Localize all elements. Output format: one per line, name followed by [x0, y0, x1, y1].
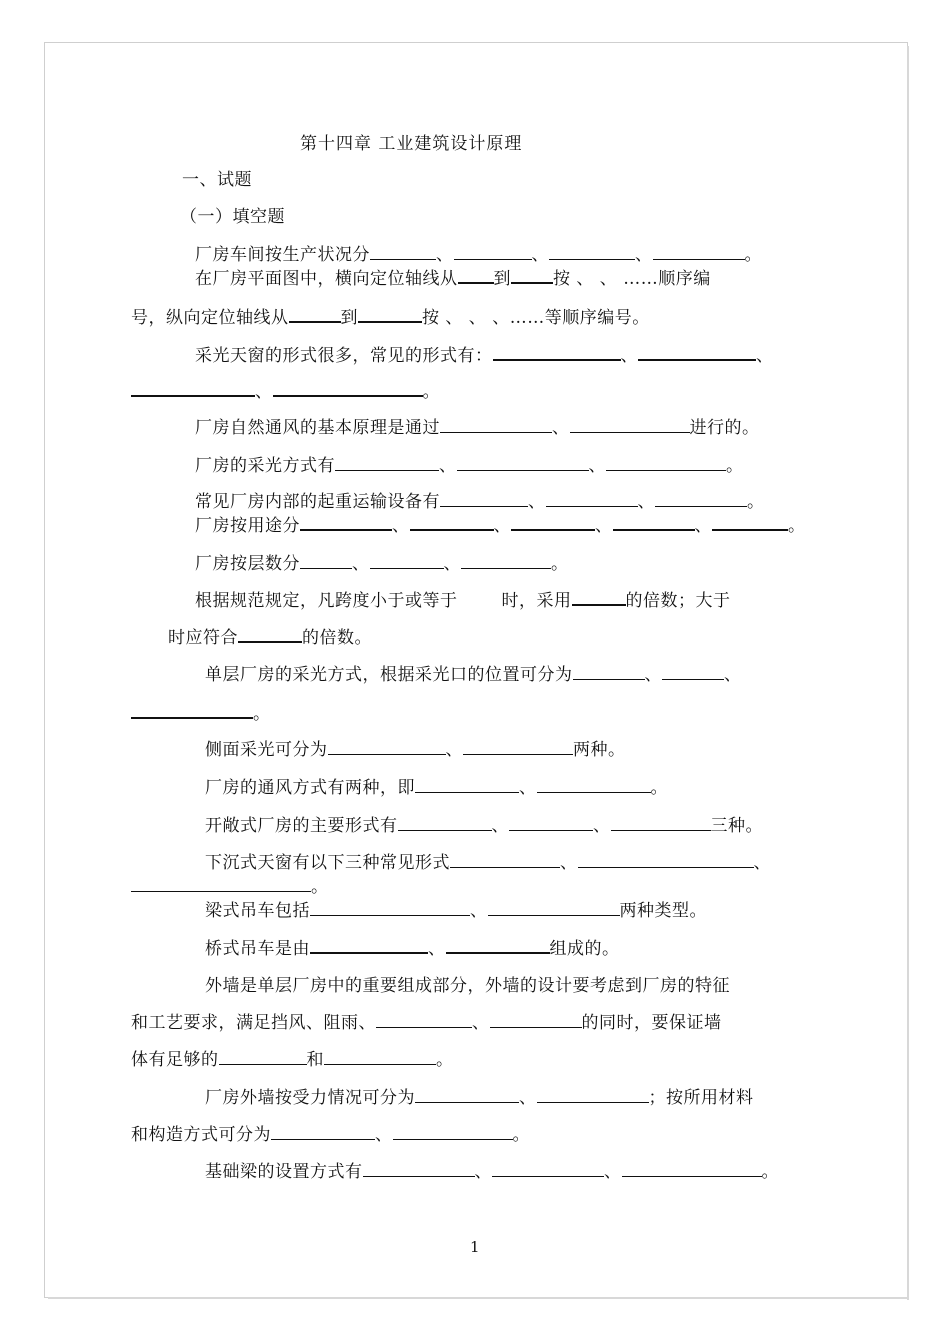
question-2: 在厂房平面图中，横向定位轴线从 到 按 、 、 ……顺序编: [195, 269, 711, 289]
question-8: 厂房按层数分 、 、 。: [195, 554, 569, 574]
section-heading: 一、试题: [182, 170, 252, 190]
question-13: 开敞式厂房的主要形式有 、 、 三种。: [205, 816, 763, 836]
question-3: 采光天窗的形式很多，常见的形式有： 、 、: [195, 346, 774, 366]
page-number: 1: [470, 1238, 480, 1256]
question-17-cont-1: 和工艺要求，满足挡风、阻雨、 、 的同时，要保证墙: [131, 1013, 722, 1033]
question-9: 根据规范规定，凡跨度小于或等于 时，采用 的倍数；大于: [195, 591, 731, 611]
subsection-heading: （一）填空题: [180, 207, 285, 227]
question-6: 常见厂房内部的起重运输设备有 、 、 。: [195, 492, 765, 512]
page-shadow-right: [907, 46, 909, 1300]
question-14-cont: 。: [131, 876, 329, 898]
question-4: 厂房自然通风的基本原理是通过 、 进行的。: [195, 418, 760, 438]
question-12: 厂房的通风方式有两种，即 、 。: [205, 778, 668, 798]
question-5: 厂房的采光方式有 、 、 。: [195, 456, 744, 476]
question-7: 厂房按用途分 、 、 、 、 。: [195, 516, 806, 536]
question-2-cont: 号，纵向定位轴线从 到 按 、 、 、……等顺序编号。: [131, 308, 650, 328]
question-15: 梁式吊车包括 、 两种类型。: [205, 901, 707, 921]
question-1: 厂房车间按生产状况分 、 、 、 。: [195, 245, 762, 265]
question-18: 厂房外墙按受力情况可分为 、 ；按所用材料: [205, 1088, 754, 1108]
question-3-cont: 、 。: [131, 381, 440, 403]
question-11: 侧面采光可分为 、 两种。: [205, 740, 626, 760]
question-10: 单层厂房的采光方式，根据采光口的位置可分为 、 、: [205, 665, 742, 685]
chapter-title: 第十四章 工业建筑设计原理: [300, 134, 523, 154]
question-10-cont: 。: [131, 703, 271, 725]
question-17: 外墙是单层厂房中的重要组成部分，外墙的设计要考虑到厂房的特征: [205, 976, 730, 996]
question-14: 下沉式天窗有以下三种常见形式 、 、: [205, 853, 771, 873]
question-9-cont: 时应符合 的倍数。: [168, 628, 372, 648]
question-16: 桥式吊车是由 、 组成的。: [205, 939, 620, 959]
question-17-cont-2: 体有足够的 和 。: [131, 1050, 454, 1070]
question-18-cont: 和构造方式可分为 、 。: [131, 1125, 530, 1145]
question-19: 基础梁的设置方式有 、 、 。: [205, 1162, 779, 1182]
page-shadow-bottom: [48, 1297, 909, 1299]
